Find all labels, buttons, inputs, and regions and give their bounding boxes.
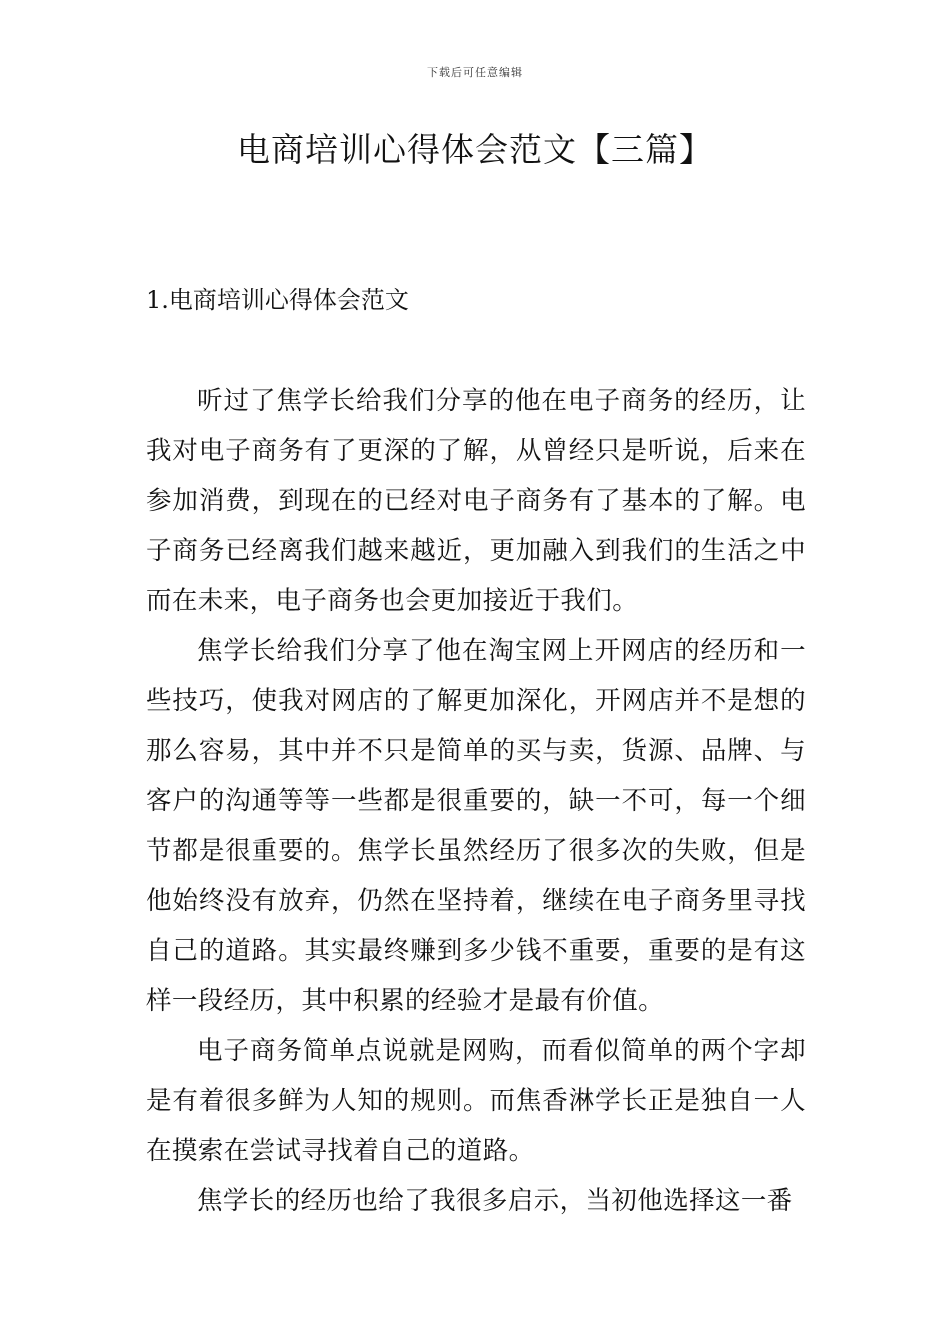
- paragraph-4: 焦学长的经历也给了我很多启示，当初他选择这一番: [197, 1186, 793, 1216]
- header-note: 下载后可任意编辑: [427, 66, 523, 79]
- paragraph-3: 电子商务简单点说就是网购，而看似简单的两个字却是有着很多鲜为人知的规则。而焦香淋学长正是独自一人在摸索在尝试寻找着自己的道路。: [146, 1036, 806, 1166]
- paragraph-1: 听过了焦学长给我们分享的他在电子商务的经历，让我对电子商务有了更深的了解，从曾经只是听说，后来在参加消费，到现在的已经对电子商务有了基本的了解。电子商务已经离我们越来越近，更加融入到我们的生活之中而在未来，电子商务也会更加接近于我们。: [146, 386, 806, 616]
- paragraph-2: 焦学长给我们分享了他在淘宝网上开网店的经历和一些技巧，使我对网店的了解更加深化，开网店并不是想的那么容易，其中并不只是简单的买与卖，货源、品牌、与客户的沟通等等一些都是很重要的，缺一不可，每一个细节都是很重要的。焦学长虽然经历了很多次的失败，但是他始终没有放弃，仍然在坚持着，继续在电子商务里寻找自己的道路。其实最终赚到多少钱不重要，重要的是有这样一段经历，其中积累的经验才是最有价值。: [146, 636, 806, 1016]
- section-heading: 1.电商培训心得体会范文: [146, 286, 409, 314]
- body-text: [146, 376, 806, 1226]
- document-title: 电商培训心得体会范文【三篇】: [237, 130, 713, 169]
